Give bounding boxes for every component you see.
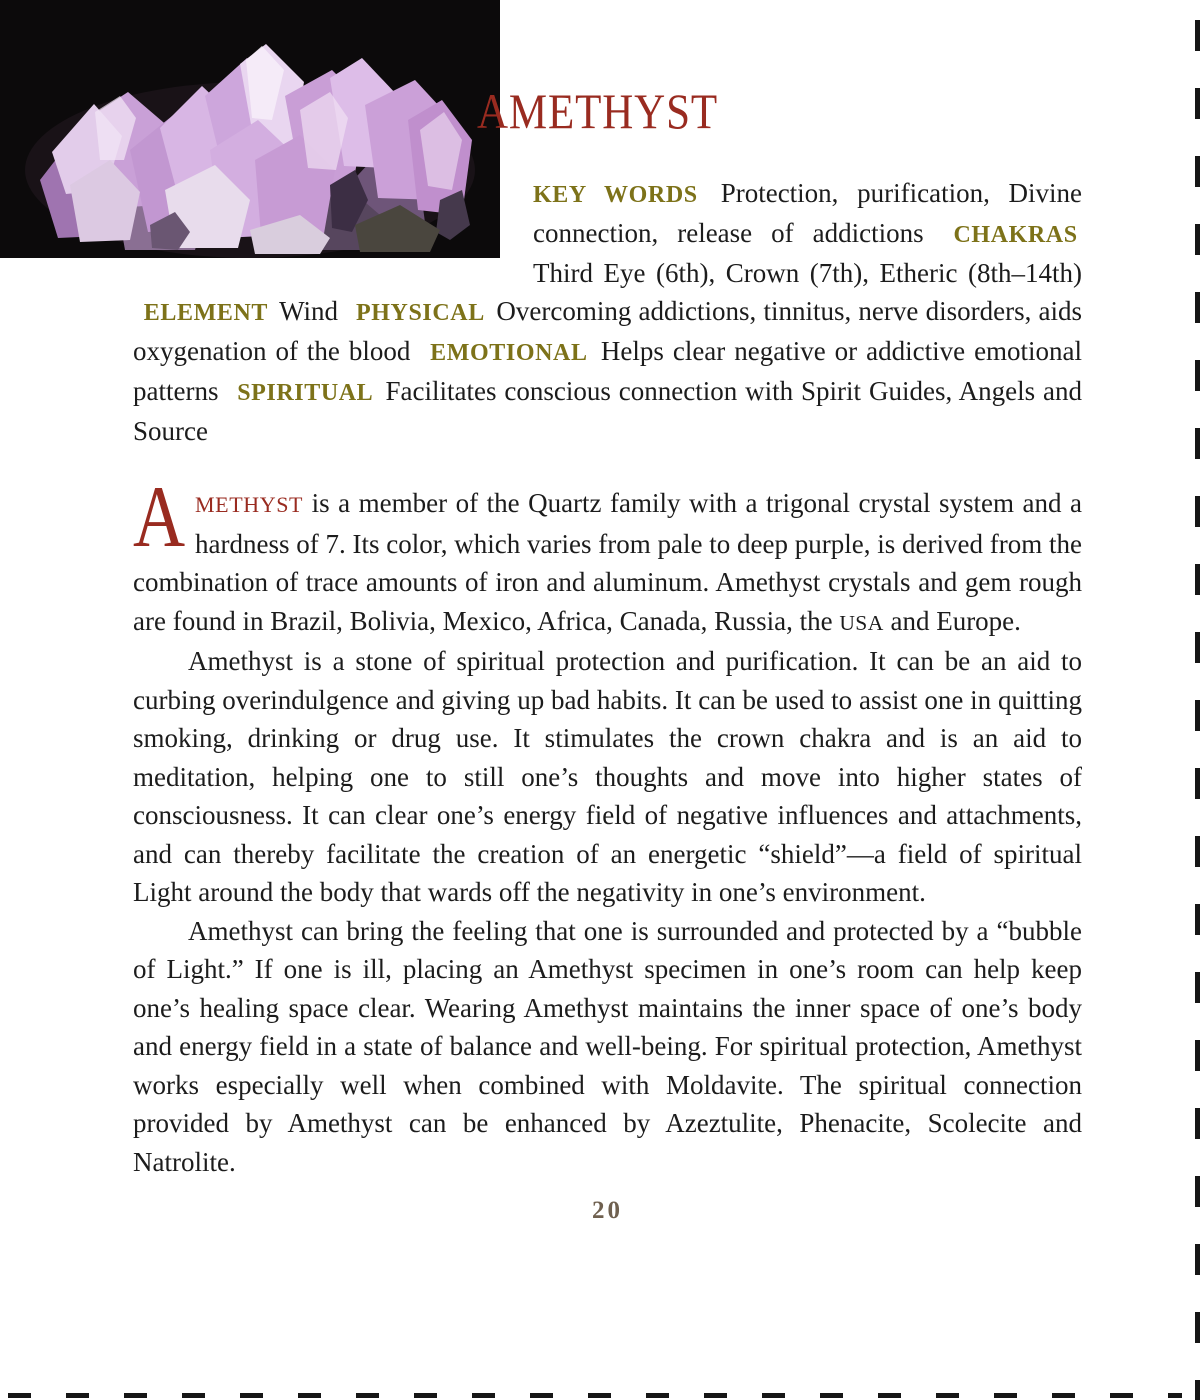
attribute-label: CHAKRAS xyxy=(953,222,1078,248)
attribute-text: Third Eye (6th), Crown (7th), Etheric (8th–14th) xyxy=(533,258,1082,288)
attribute-text: Protection, purification, Divine connection, release of addictions xyxy=(533,178,1082,248)
page-edge-marks-right xyxy=(1195,20,1200,1400)
page-number: 20 xyxy=(592,1197,623,1224)
attribute-label: ELEMENT xyxy=(143,300,269,326)
page-edge-marks-bottom xyxy=(8,1393,1182,1398)
body-paragraph: AMETHYST is a member of the Quartz family with a trigonal crystal system and a hardness of 7. Its color, which varies from pale to deep purple, is derived from the combination of trace amounts of iron and aluminum. Amethyst crystals and gem rough are found in Brazil, Bolivia, Mexico, Africa, Canada, Russia, the USA and Europe. xyxy=(133,469,1082,636)
attribute-text: Facilitates conscious connection with Spirit Guides, Angels and Source xyxy=(133,376,1082,446)
attribute-text: Overcoming addictions, tinnitus, nerve disorders, aids oxygenation of the blood xyxy=(133,296,1083,366)
lead-small-caps: METHYST xyxy=(195,492,304,517)
attribute-label: KEY WORDS xyxy=(533,182,698,208)
body-paragraph: Amethyst is a stone of spiritual protection and purification. It can be an aid to curbing overindulgence and giving up bad habits. It can be used to assist one in quitting smoking, drinking or drug use. It stimulates the crown chakra and is an aid to meditation, helping one to still one’s thoughts and move into higher states of consciousness. It can clear one’s energy field of negative influences and attachments, and can thereby facilitate the creation of an energetic “shield”—a field of spiritual Light around the body that wards off the negativity in one’s environment. xyxy=(133,646,1082,907)
body-paragraph: Amethyst can bring the feeling that one is surrounded and protected by a “bubble of Light.” If one is ill, placing an Amethyst specimen in one’s room can help keep one’s healing space clear. Wearing Amethyst maintains the inner space of one’s body and energy field in a state of balance and well-being. For spiritual protection, Amethyst works especially well when combined with Moldavite. The spiritual connection provided by Amethyst can be enhanced by Azeztulite, Phenacite, Scolecite and Natrolite. xyxy=(133,915,1082,1177)
attribute-label: SPIRITUAL xyxy=(237,380,374,406)
drop-cap: A xyxy=(133,469,186,566)
body-paragraphs xyxy=(133,469,1082,1181)
attribute-text: Helps clear negative or addictive emotional patterns xyxy=(133,336,1083,406)
attribute-label: EMOTIONAL xyxy=(430,340,588,366)
page-title: AMETHYST xyxy=(477,83,718,139)
attribute-text: Wind xyxy=(279,296,338,326)
small-caps-text: USA xyxy=(839,610,884,635)
attribute-label: PHYSICAL xyxy=(356,300,485,326)
